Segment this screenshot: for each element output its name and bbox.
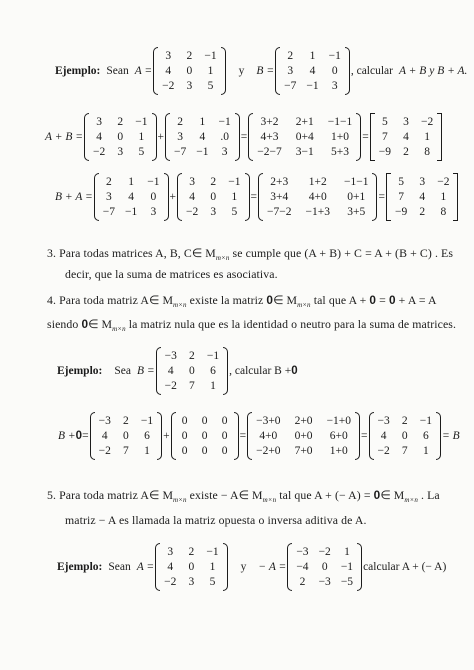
subscript: m×n [173,301,187,309]
matrix-cell: −1+0 [326,415,352,427]
matrix-cell: 0 [201,415,208,427]
matrix-zero [171,412,239,460]
matrix-cell: −7 [174,146,187,158]
matrix-cell: 1 [144,445,150,457]
matrix-cell: 2 [117,116,124,128]
matrix-cell: 6 [423,430,429,442]
matrix-cell: 8 [424,146,430,158]
matrix-cell: 3+2 [260,116,279,128]
item-3-line-2 [65,267,278,282]
matrix-cell: −1 [125,206,138,218]
item-4-text-g: siendo [47,317,82,331]
matrix-cell: 2 [189,350,195,362]
matrix-cell: 0+4 [295,131,314,143]
matrix-a [155,543,228,591]
zero-matrix-symbol: 0 [75,430,83,442]
matrix-intermediate [248,113,361,161]
matrix-cell: 0 [201,445,208,457]
item-4-line-2 [47,317,456,333]
sum-lhs: A + B = [45,131,83,143]
item-4-text-f: + A = A [395,293,437,307]
matrix-cell: −2 [164,576,177,588]
matrix-cell: 0 [401,430,408,442]
bracket-right [152,113,157,161]
matrix-cell: 2 [122,415,129,427]
matrix-cell: .0 [220,131,229,143]
equals-sign: = [250,191,258,203]
matrix-cell: 4 [199,131,206,143]
bracket-right [437,113,442,161]
matrix-cell: 3 [287,65,294,77]
matrix-cell: −1 [419,415,433,427]
item-5-text-b: existe − A∈ M [186,488,263,502]
matrix-cell: 1 [210,380,216,392]
matrix-cell: 4 [167,561,174,573]
matrix-entries [280,47,345,95]
matrix-cell: 3 [403,116,409,128]
matrix-cell: 2+0 [294,415,313,427]
item-3-line-1 [47,246,453,262]
matrix-cell: −3 [377,415,390,427]
matrix-cell: 0 [221,415,228,427]
matrix-cell: 3 [165,50,172,62]
matrix-cell: 0 [181,415,188,427]
matrix-result [370,113,443,161]
bracket-right [245,173,250,221]
matrix-cell: 0 [221,445,228,457]
matrix-cell: −7 [284,80,297,92]
matrix-cell: −1 [140,415,154,427]
matrix-cell: 4 [128,191,135,203]
matrix-cell: 0 [122,430,129,442]
matrix-cell: −2 [420,116,434,128]
item-5-text-d: ∈ M [380,488,405,502]
item-4-text-e: = [376,293,389,307]
matrix-cell: −2+0 [256,445,281,457]
sea-text: Sea [114,365,131,377]
matrix-cell: −2 [164,380,177,392]
matrix-entries [158,47,221,95]
bracket-right [453,173,458,221]
matrix-result [369,412,442,460]
sean-text: Sean [108,561,131,573]
example-3 [57,536,446,598]
item-4-text-c: ∈ M [273,293,298,307]
item-4-text-h: ∈ M [88,317,113,331]
matrix-cell: 4 [189,191,196,203]
matrix-cell: 5 [398,176,404,188]
matrix-entries [170,113,235,161]
matrix-cell: −2−7 [257,146,282,158]
example-label: Ejemplo: [57,365,103,377]
item-5-text-a: 5. Para toda matriz A∈ M [47,488,174,502]
matrix-a [84,113,157,161]
matrix-cell: 3 [106,191,112,203]
sum-a-plus-b [45,108,443,166]
matrix-neg-a [287,543,362,591]
matrix-entries [391,173,454,221]
matrix-cell: 1 [424,131,430,143]
matrix-cell: 3 [96,116,102,128]
matrix-cell: 3 [210,206,217,218]
item-4-text-i: la matriz nula que es la identidad o neutro para la suma de matrices. [125,317,457,331]
matrix-cell: 3 [117,146,124,158]
calc-exprs: A + B y B + A. [398,65,468,77]
matrix-cell: −1 [340,561,354,573]
matrix-cell: 3 [186,80,193,92]
matrix-cell: 4 [167,365,174,377]
matrix-cell: −2 [437,176,450,188]
matrix-cell: −1 [228,176,241,188]
subscript: m×n [215,254,230,262]
sean-text: Sean [106,65,129,77]
matrix-cell: 0 [221,430,228,442]
y-text: y [240,561,247,573]
matrix-b-label: B = [256,65,275,77]
matrix-cell: 5+3 [330,146,349,158]
bracket-right [157,412,162,460]
bracket-right [355,412,360,460]
item-3-text-c: decir, que la suma de matrices es asociativa. [65,267,278,281]
calc-text: , calcular B + [229,365,292,377]
matrix-cell: −1 [147,176,160,188]
sum-lhs: B + [58,430,76,442]
bracket-right [436,412,441,460]
matrix-cell: 2 [287,50,294,62]
matrix-cell: −2 [98,445,111,457]
calc-text: calcular A + (− A) [363,561,447,573]
matrix-result [386,173,459,221]
bracket-right [235,113,240,161]
matrix-cell: 4 [380,430,387,442]
equals-sign: = [378,191,385,203]
matrix-cell: −5 [340,576,354,588]
item-5-text-c: tal que A + (− A) = [276,488,374,502]
matrix-cell: −1 [306,80,319,92]
example-label: Ejemplo: [55,65,101,77]
matrix-entries [89,113,152,161]
zero-matrix-symbol: 0 [291,365,298,377]
matrix-entries [160,543,223,591]
item-4-text-a: 4. Para toda matriz A∈ M [47,293,174,307]
matrix-cell: 7 [189,380,195,392]
matrix-a-label: A = [134,65,153,77]
matrix-cell: −1 [218,116,231,128]
matrix-cell: 5 [207,80,214,92]
item-5-line-1 [47,488,440,504]
matrix-cell: 6 [144,430,150,442]
matrix-cell: 7+0 [294,445,313,457]
matrix-cell: −3 [318,576,331,588]
item-5-text-f: matriz − A es llamada la matriz opuesta o inversa aditiva de A. [65,513,367,527]
matrix-cell: 1 [440,191,447,203]
matrix-cell: −9 [378,146,391,158]
matrix-cell: 5 [381,116,388,128]
matrix-entries [252,412,355,460]
matrix-cell: −7−2 [267,206,292,218]
bracket-right [221,47,226,95]
matrix-cell: 3 [331,80,338,92]
matrix-a-label: A = [136,561,155,573]
sum-lhs: B + A = [55,191,93,203]
equals-sign: = [362,131,369,143]
matrix-cell: 1 [209,561,216,573]
subscript: m×n [297,301,311,309]
plus-sign: + [157,131,164,143]
matrix-cell: 6+0 [329,430,348,442]
sum-b-plus-zero [58,407,460,465]
subscript: m×n [404,496,418,504]
zero-matrix-symbol: 0 [388,293,396,307]
item-3-text-a: 3. Para todas matrices A, B, C∈ M [47,246,216,260]
final-equals-b: = B [442,430,460,442]
matrix-cell: 4+3 [260,131,279,143]
matrix-cell: 0 [117,131,124,143]
matrix-cell: 0+1 [347,191,366,203]
matrix-cell: 0 [201,430,208,442]
subscript: m×n [112,325,126,333]
matrix-entries [374,412,437,460]
matrix-cell: 0+0 [294,430,313,442]
matrix-cell: 3 [167,546,174,558]
bracket-right [345,47,350,95]
matrix-b [94,173,169,221]
matrix-cell: −1 [204,50,217,62]
plus-sign: + [163,430,170,442]
matrix-cell: 4+0 [308,191,327,203]
matrix-cell: 5 [209,576,216,588]
matrix-b-label: B = [136,365,155,377]
matrix-entries [182,173,245,221]
matrix-cell: −2 [93,146,106,158]
matrix-cell: −1 [328,50,341,62]
matrix-cell: 2+3 [270,176,289,188]
example-1 [55,40,467,102]
matrix-cell: 4 [403,131,409,143]
matrix-cell: 7 [122,445,129,457]
matrix-cell: 4 [165,65,172,77]
bracket-right [223,543,228,591]
matrix-cell: 2 [403,146,409,158]
matrix-cell: 2 [210,176,217,188]
matrix-cell: 2 [419,206,426,218]
matrix-cell: 1 [128,176,135,188]
matrix-cell: 4 [96,131,102,143]
subscript: m×n [173,496,187,504]
matrix-cell: 2+1 [295,116,314,128]
matrix-cell: 0 [210,191,217,203]
neg-a-label: − A = [258,561,287,573]
matrix-cell: 3+5 [347,206,366,218]
matrix-cell: 1 [309,50,316,62]
calc-text: , calcular [350,65,393,77]
matrix-cell: −2 [186,206,199,218]
matrix-cell: 5 [231,206,238,218]
matrix-b [275,47,350,95]
matrix-cell: −1 [206,546,219,558]
matrix-intermediate [247,412,360,460]
sum-b-plus-a [55,168,459,226]
matrix-entries [161,347,224,395]
item-4-text-d: tal que A + [310,293,370,307]
matrix-entries [375,113,438,161]
matrix-cell: 2 [186,50,193,62]
matrix-cell: 1+0 [329,445,348,457]
matrix-entries [292,543,357,591]
subscript: m×n [262,496,277,504]
matrix-cell: 0 [181,445,188,457]
matrix-cell: −1+3 [305,206,330,218]
matrix-cell: 1 [423,445,429,457]
item-4-text-b: existe la matriz [186,293,267,307]
matrix-cell: −7 [102,206,116,218]
matrix-cell: 4 [101,430,108,442]
matrix-cell: 7 [401,445,408,457]
matrix-b [156,347,229,395]
matrix-cell: 4+0 [259,430,278,442]
matrix-cell: −4 [296,561,309,573]
matrix-cell: −1−1 [327,116,353,128]
bracket-right [164,173,169,221]
bracket-right [223,347,228,395]
matrix-cell: −3 [164,350,177,362]
matrix-cell: 7 [398,191,404,203]
matrix-entries [176,412,234,460]
matrix-cell: 0 [181,430,188,442]
item-4-line-1 [47,293,437,309]
bracket-right [234,412,239,460]
y-text: y [238,65,245,77]
matrix-cell: 2 [106,176,112,188]
matrix-cell: 1 [207,65,214,77]
matrix-cell: 0 [189,365,195,377]
matrix-b [165,113,240,161]
matrix-cell: 3 [150,206,157,218]
item-5-text-e: . La [417,488,440,502]
zero-matrix-symbol: 0 [266,293,274,307]
matrix-cell: −2 [162,80,175,92]
matrix-cell: 3−1 [295,146,314,158]
matrix-cell: 0 [186,65,193,77]
matrix-cell: −3 [98,415,111,427]
bracket-right [372,173,377,221]
example-2 [57,342,298,400]
matrix-cell: 7 [381,131,388,143]
matrix-cell: −3+0 [256,415,281,427]
matrix-cell: 3 [419,176,426,188]
matrix-cell: −1−1 [344,176,369,188]
matrix-cell: 3 [221,146,228,158]
matrix-entries [95,412,158,460]
matrix-cell: 0 [150,191,157,203]
matrix-cell: 5 [138,146,145,158]
equals-sign: = [239,430,247,442]
matrix-cell: −1 [135,116,148,128]
matrix-cell: 3 [188,576,195,588]
matrix-entries [263,173,372,221]
equals-sign: = [240,131,248,143]
matrix-cell: −2 [318,546,331,558]
matrix-cell: 0 [321,561,328,573]
matrix-cell: 2 [299,576,306,588]
matrix-cell: −1 [196,146,209,158]
equals-sign: = [361,430,368,442]
item-3-text-b: se cumple que (A + B) + C = A + (B + C) . Es [229,246,454,260]
matrix-cell: 6 [210,365,216,377]
bracket-right [357,543,362,591]
matrix-a [153,47,226,95]
zero-matrix-symbol: 0 [81,317,89,331]
matrix-cell: −1 [206,350,220,362]
matrix-cell: 2 [177,116,183,128]
example-label: Ejemplo: [57,561,103,573]
matrix-cell: 1 [138,131,145,143]
matrix-cell: 3+4 [270,191,289,203]
matrix-cell: 1+0 [330,131,349,143]
matrix-cell: 1 [199,116,206,128]
matrix-entries [253,113,356,161]
matrix-a [177,173,250,221]
matrix-entries [99,173,164,221]
matrix-cell: 0 [331,65,338,77]
matrix-cell: 1 [231,191,238,203]
matrix-cell: 0 [188,561,195,573]
matrix-cell: 2 [188,546,195,558]
matrix-cell: 1 [344,546,350,558]
matrix-cell: −9 [394,206,408,218]
plus-sign: + [169,191,177,203]
matrix-intermediate [258,173,377,221]
matrix-cell: 3 [177,131,183,143]
matrix-cell: 1+2 [308,176,327,188]
item-5-line-2 [65,513,367,528]
matrix-cell: −3 [296,546,309,558]
matrix-cell: 4 [419,191,426,203]
matrix-b [90,412,163,460]
matrix-cell: 4 [309,65,316,77]
bracket-right [356,113,361,161]
matrix-cell: 3 [189,176,196,188]
zero-matrix-symbol: 0 [369,293,377,307]
matrix-cell: 2 [401,415,408,427]
equals-sign: = [82,430,89,442]
matrix-cell: 8 [440,206,447,218]
zero-matrix-symbol: 0 [373,488,381,502]
matrix-cell: −2 [377,445,390,457]
